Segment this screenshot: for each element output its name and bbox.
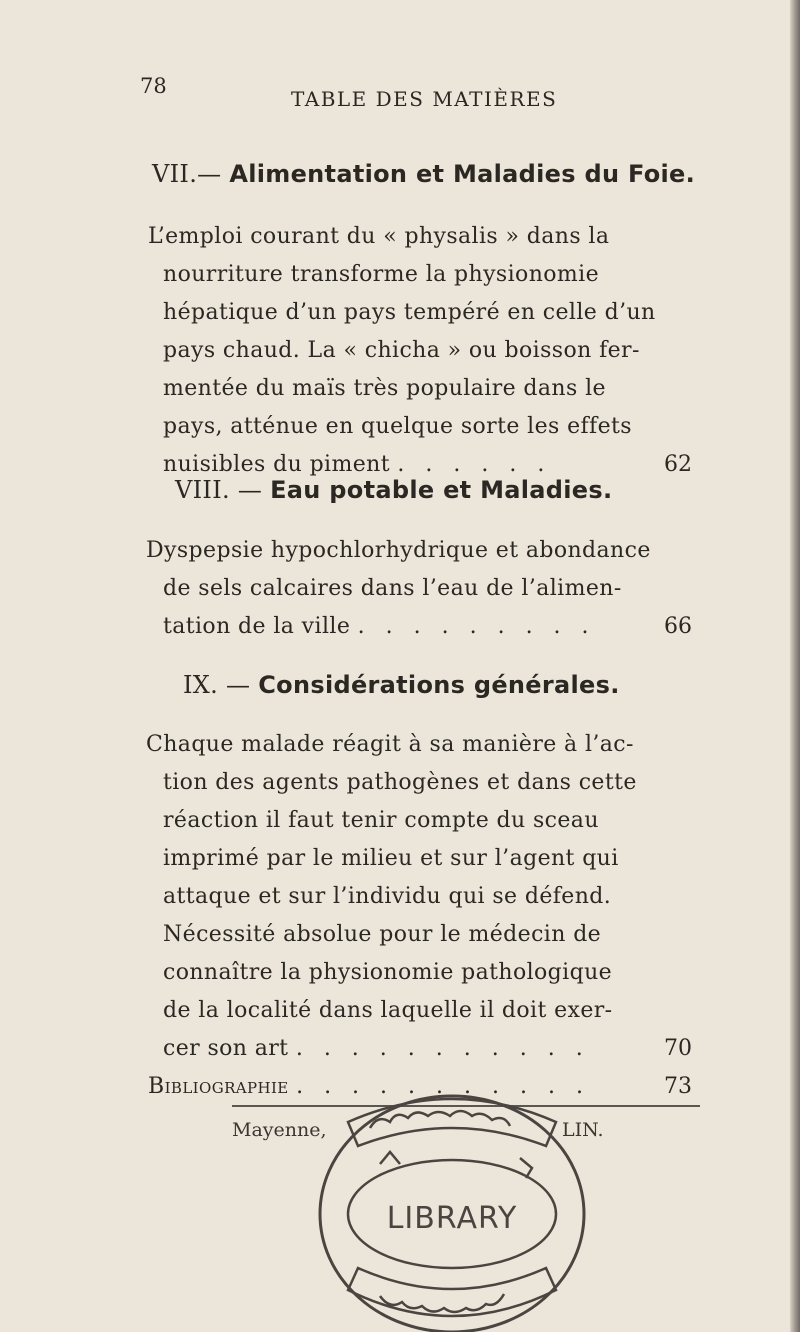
stamp-bottom-band [348, 1268, 556, 1316]
text-line: réaction il faut tenir compte du sceau [163, 808, 599, 833]
section-heading-viii [175, 476, 612, 504]
running-title: TABLE DES MATIÈRES [291, 87, 558, 111]
text-line: connaître la physionomie pathologique [163, 960, 613, 985]
text-line: hépatique d’un pays tempéré en celle d’un [163, 300, 656, 325]
page-reference: 73 [664, 1074, 692, 1099]
text-line: cer son art [163, 1036, 289, 1061]
section-heading-ix [183, 671, 620, 699]
library-stamp [230, 1084, 710, 1332]
text-line: Nécessité absolue pour le médecin de [163, 922, 602, 947]
section-number: VIII. — [175, 476, 263, 504]
text-line: nourriture transforme la physionomie [163, 262, 600, 287]
section-title: Eau potable et Maladies. [270, 476, 613, 504]
text-line: nuisibles du piment [163, 452, 390, 477]
imprint-left: Mayenne, [232, 1119, 327, 1141]
section-title: Alimentation et Maladies du Foie. [229, 160, 696, 188]
toc-entry-ix [163, 1036, 590, 1061]
text-line: imprimé par le milieu et sur l’agent qui [163, 846, 619, 871]
text-line: Dyspepsie hypochlorhydrique et abondance [146, 538, 651, 563]
imprint-right: LIN. [562, 1119, 604, 1141]
section-number: IX. — [183, 671, 251, 699]
stamp-left-mark [380, 1152, 400, 1164]
page-number: 78 [140, 74, 167, 98]
stamp-label: LIBRARY [386, 1201, 518, 1236]
dot-leader: . . . . . . [397, 452, 552, 477]
text-line: pays, atténue en quelque sorte les effets [163, 414, 632, 439]
text-line: L’emploi courant du « physalis » dans la [148, 224, 610, 249]
section-heading-vii [152, 160, 695, 188]
text-line: de sels calcaires dans l’eau de l’alimen- [163, 576, 622, 601]
toc-entry-viii [163, 614, 596, 639]
page-reference: 62 [664, 452, 692, 477]
text-line: tion des agents pathogènes et dans cette [163, 770, 637, 795]
bibliography-label: Bibliographie [148, 1074, 289, 1099]
page-reference: 70 [664, 1036, 692, 1061]
dot-leader: . . . . . . . . . . . [296, 1074, 590, 1099]
page-reference: 66 [664, 614, 692, 639]
toc-entry-vii [163, 452, 551, 477]
section-number: VII.— [152, 160, 222, 188]
text-line: attaque et sur l’individu qui se défend. [163, 884, 612, 909]
text-line: de la localité dans laquelle il doit exer- [163, 998, 613, 1023]
text-line: mentée du maïs très populaire dans le [163, 376, 606, 401]
section-title: Considérations générales. [258, 671, 620, 699]
page-edge [790, 0, 800, 1332]
dot-leader: . . . . . . . . . . . [295, 1036, 590, 1061]
text-line: pays chaud. La « chicha » ou boisson fer- [163, 338, 640, 363]
dot-leader: . . . . . . . . . [357, 614, 596, 639]
text-line: tation de la ville [163, 614, 351, 639]
text-line: Chaque malade réagit à sa manière à l’ac- [146, 732, 634, 757]
stamp-top-lettering [370, 1111, 510, 1128]
